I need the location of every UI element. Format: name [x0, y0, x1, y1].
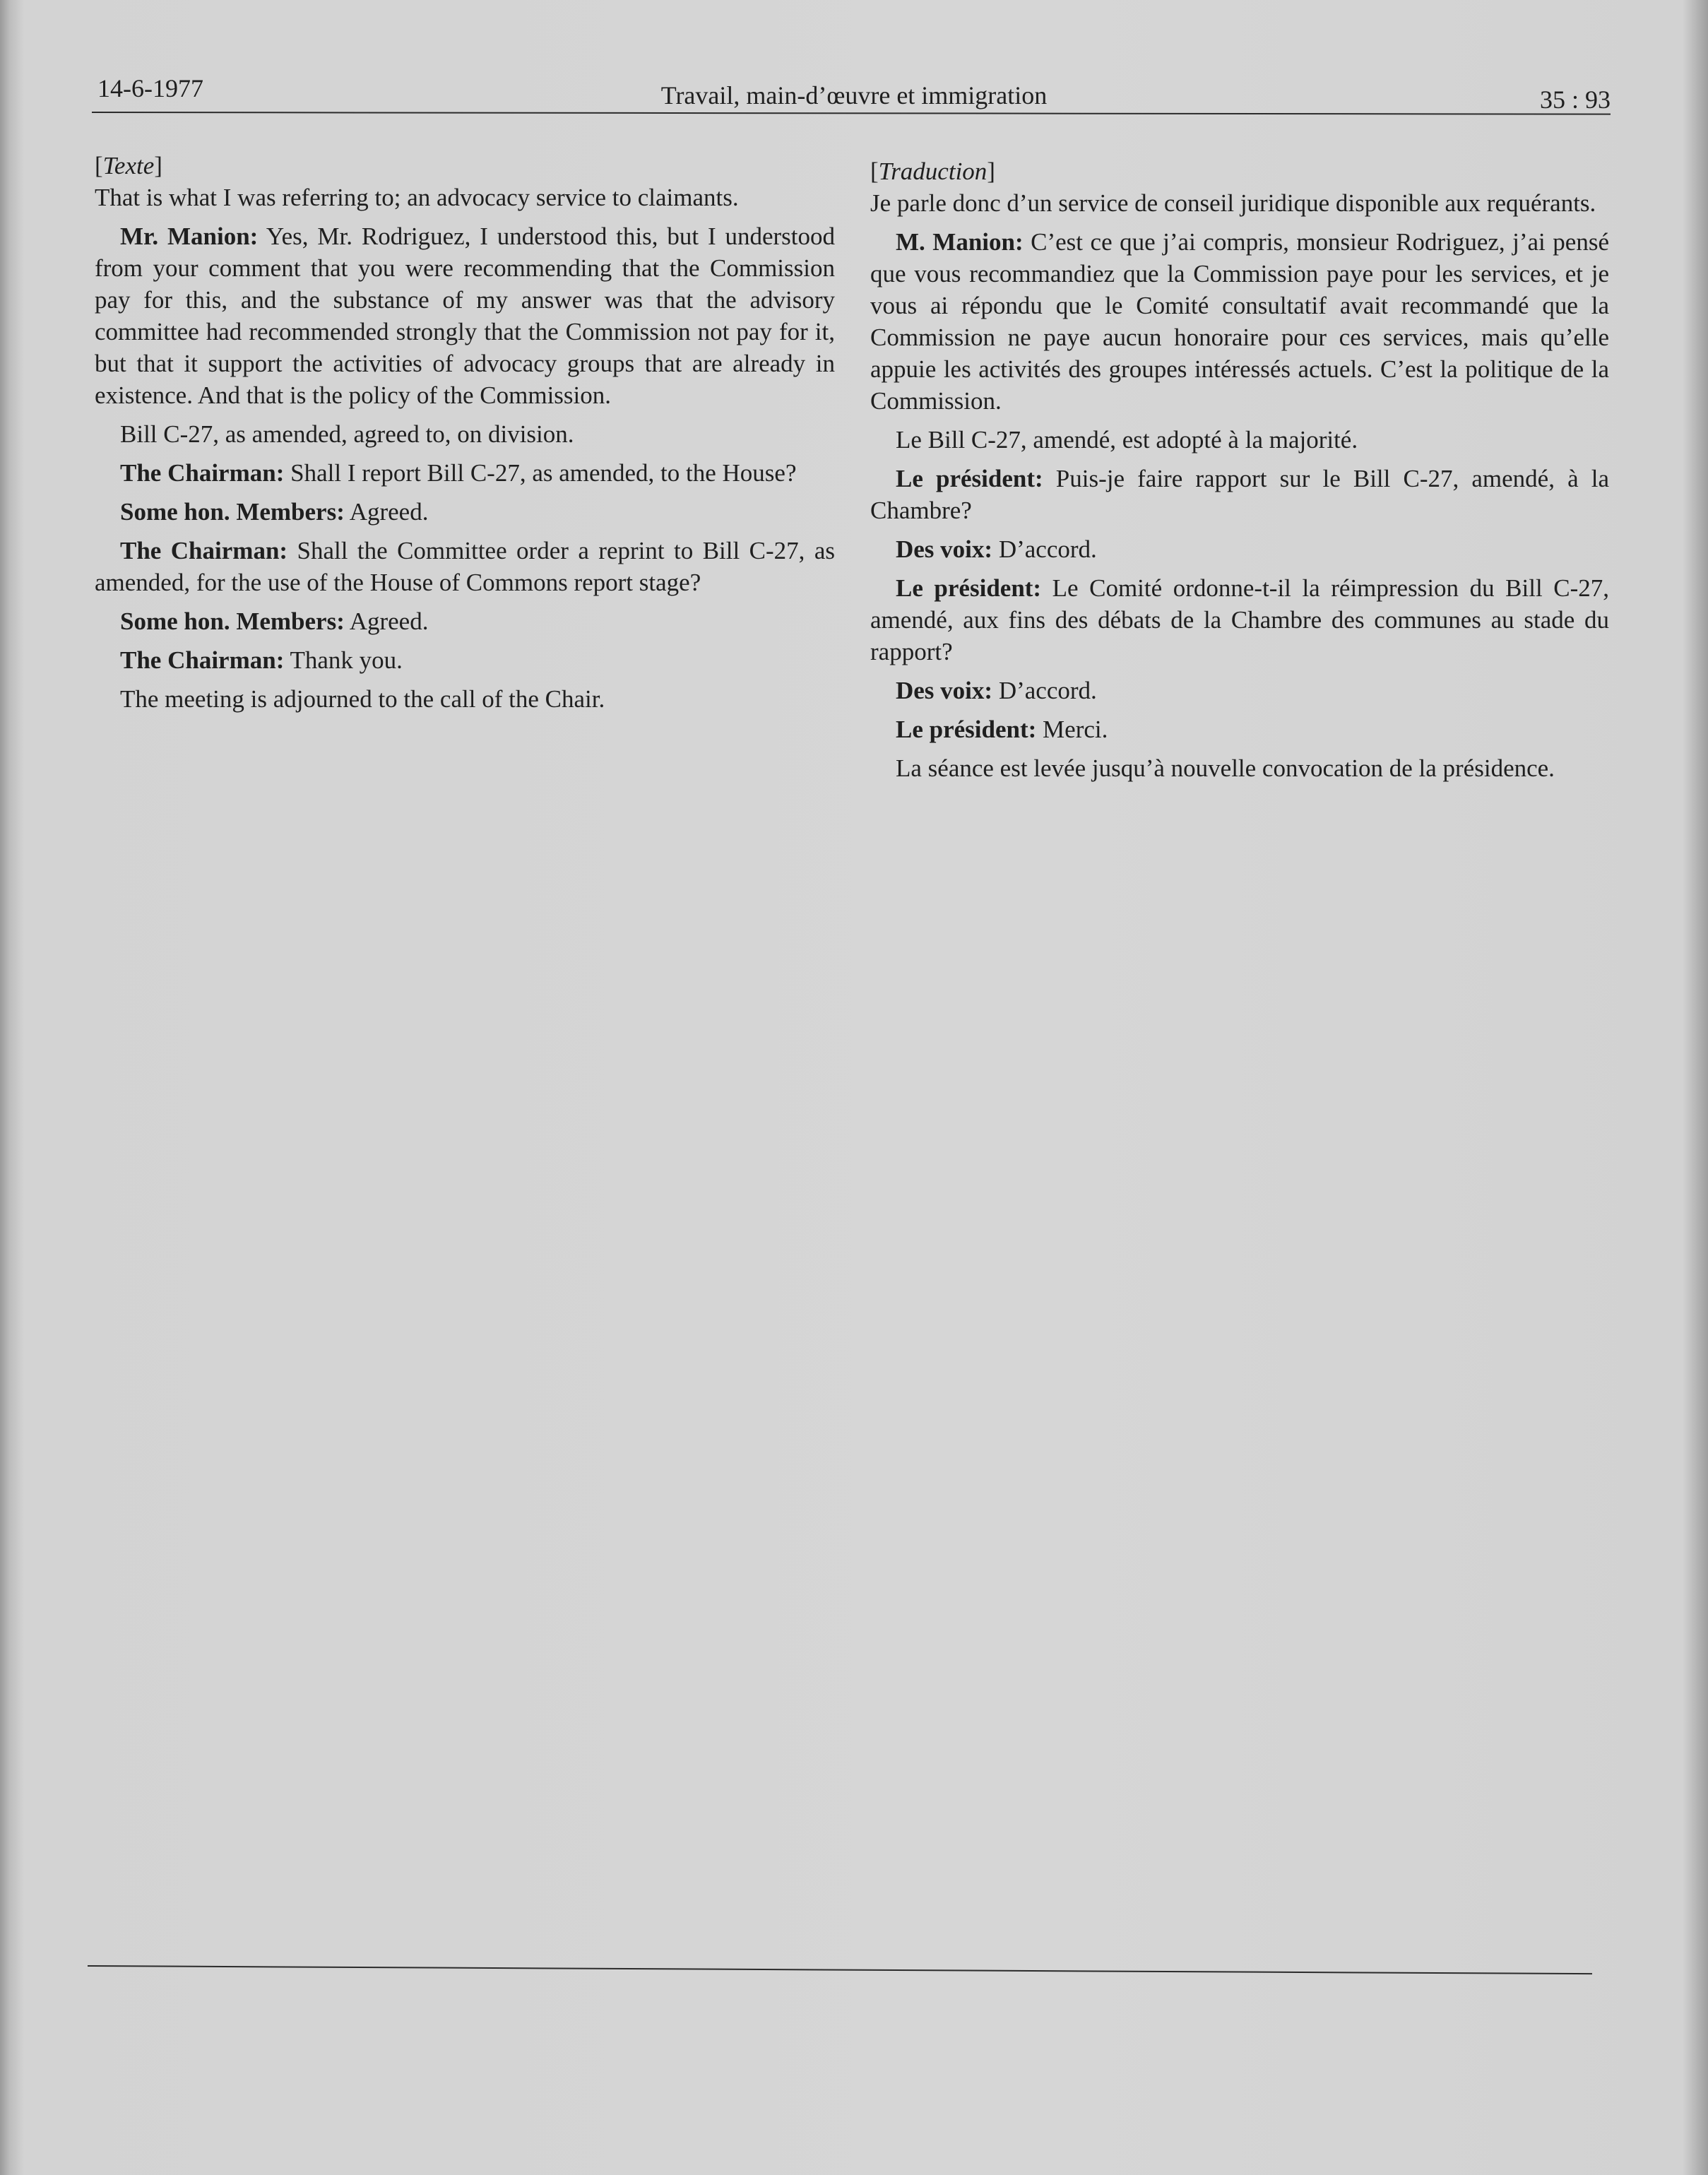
opening-paragraph: Je parle donc d’un service de conseil juridique disponible aux requérants. [870, 189, 1596, 217]
page-edge-shadow [1683, 0, 1708, 2175]
english-column [95, 150, 835, 722]
language-marker: [Traduction] [870, 158, 995, 185]
transcript-paragraph [95, 605, 835, 637]
transcript-paragraph [95, 535, 835, 598]
speaker-name: Some hon. Members: [120, 498, 345, 526]
speaker-name: Le président: [896, 716, 1037, 743]
language-marker: [Texte] [95, 152, 162, 179]
transcript-paragraph [870, 424, 1609, 456]
transcript-paragraph [870, 675, 1609, 706]
transcript-paragraph [95, 220, 835, 411]
transcript-paragraph [95, 644, 835, 676]
paragraph-list [95, 220, 835, 715]
transcript-paragraph [870, 572, 1609, 668]
paragraph-text: Shall the Committee order a reprint to Bill C-27, as amended, for the use of the House of Commons report stage? [95, 537, 835, 596]
transcript-paragraph [870, 226, 1609, 417]
speaker-name: Mr. Manion: [120, 223, 259, 250]
speaker-name: The Chairman: [120, 459, 285, 487]
paragraph-text: D’accord. [992, 535, 1097, 563]
transcript-paragraph [870, 463, 1609, 526]
speaker-name: Des voix: [896, 677, 993, 704]
speaker-name: M. Manion: [896, 228, 1024, 256]
paragraph-text: Merci. [1036, 716, 1108, 743]
paragraph-text: Shall I report Bill C-27, as amended, to the House? [284, 459, 797, 487]
paragraph-text: The meeting is adjourned to the call of the Chair. [120, 685, 605, 713]
header-title: Travail, main-d’œuvre et immigration [660, 81, 1048, 109]
speaker-name: The Chairman: [120, 537, 288, 564]
footer-rule [88, 1965, 1592, 1974]
transcript-paragraph [95, 496, 835, 528]
paragraph-text: Yes, Mr. Rodriguez, I understood this, but I understood from your comment that you were recommending that the Commission pay for this, and the substance of my answer was that the advisory committee had recommended strongly that the Commission not pay for it, but that it support the activities of advocacy groups that are already in existence. And that is the policy of the Commission. [95, 223, 835, 409]
french-column [870, 155, 1609, 791]
header-date: 14-6-1977 [97, 74, 203, 102]
transcript-paragraph [95, 457, 835, 489]
speaker-name: Some hon. Members: [120, 608, 345, 635]
paragraph-text: Bill C-27, as amended, agreed to, on division. [120, 420, 574, 448]
transcript-paragraph [95, 683, 835, 715]
paragraph-text: Agreed. [344, 608, 429, 635]
paragraph-text: Puis-je faire rapport sur le Bill C-27, amendé, à la Chambre? [870, 465, 1609, 524]
transcript-paragraph [870, 533, 1609, 565]
paragraph-list [870, 226, 1609, 784]
paragraph-text: Le Bill C-27, amendé, est adopté à la majorité. [896, 426, 1358, 454]
speaker-name: Des voix: [896, 535, 993, 563]
speaker-name: Le président: [896, 574, 1042, 602]
paragraph-text: Agreed. [344, 498, 429, 526]
transcript-paragraph [870, 713, 1609, 745]
header-page-number: 35 : 93 [1539, 85, 1611, 114]
paragraph-text: La séance est levée jusqu’à nouvelle convocation de la présidence. [896, 754, 1555, 782]
paragraph-text: D’accord. [992, 677, 1097, 704]
paragraph-text: C’est ce que j’ai compris, monsieur Rodriguez, j’ai pensé que vous recommandiez que la Commission paye pour les services, et je vous ai répondu que le Comité consultatif avait recommandé que la Commission ne paye aucun honoraire pour ces services, mais qu’elle appuie les activités des groupes intéressés actuels. C’est la politique de la Commission. [870, 228, 1609, 415]
paragraph-text: Le Comité ordonne-t-il la réimpression du Bill C-27, amendé, aux fins des débats de la Chambre des communes au stade du rapport? [870, 574, 1609, 665]
speaker-name: Le président: [896, 465, 1043, 492]
transcript-paragraph [870, 752, 1609, 784]
opening-paragraph: That is what I was referring to; an advocacy service to claimants. [95, 184, 739, 211]
transcript-paragraph [95, 418, 835, 450]
speaker-name: The Chairman: [120, 646, 285, 674]
running-header [97, 73, 1611, 113]
paragraph-text: Thank you. [284, 646, 403, 674]
